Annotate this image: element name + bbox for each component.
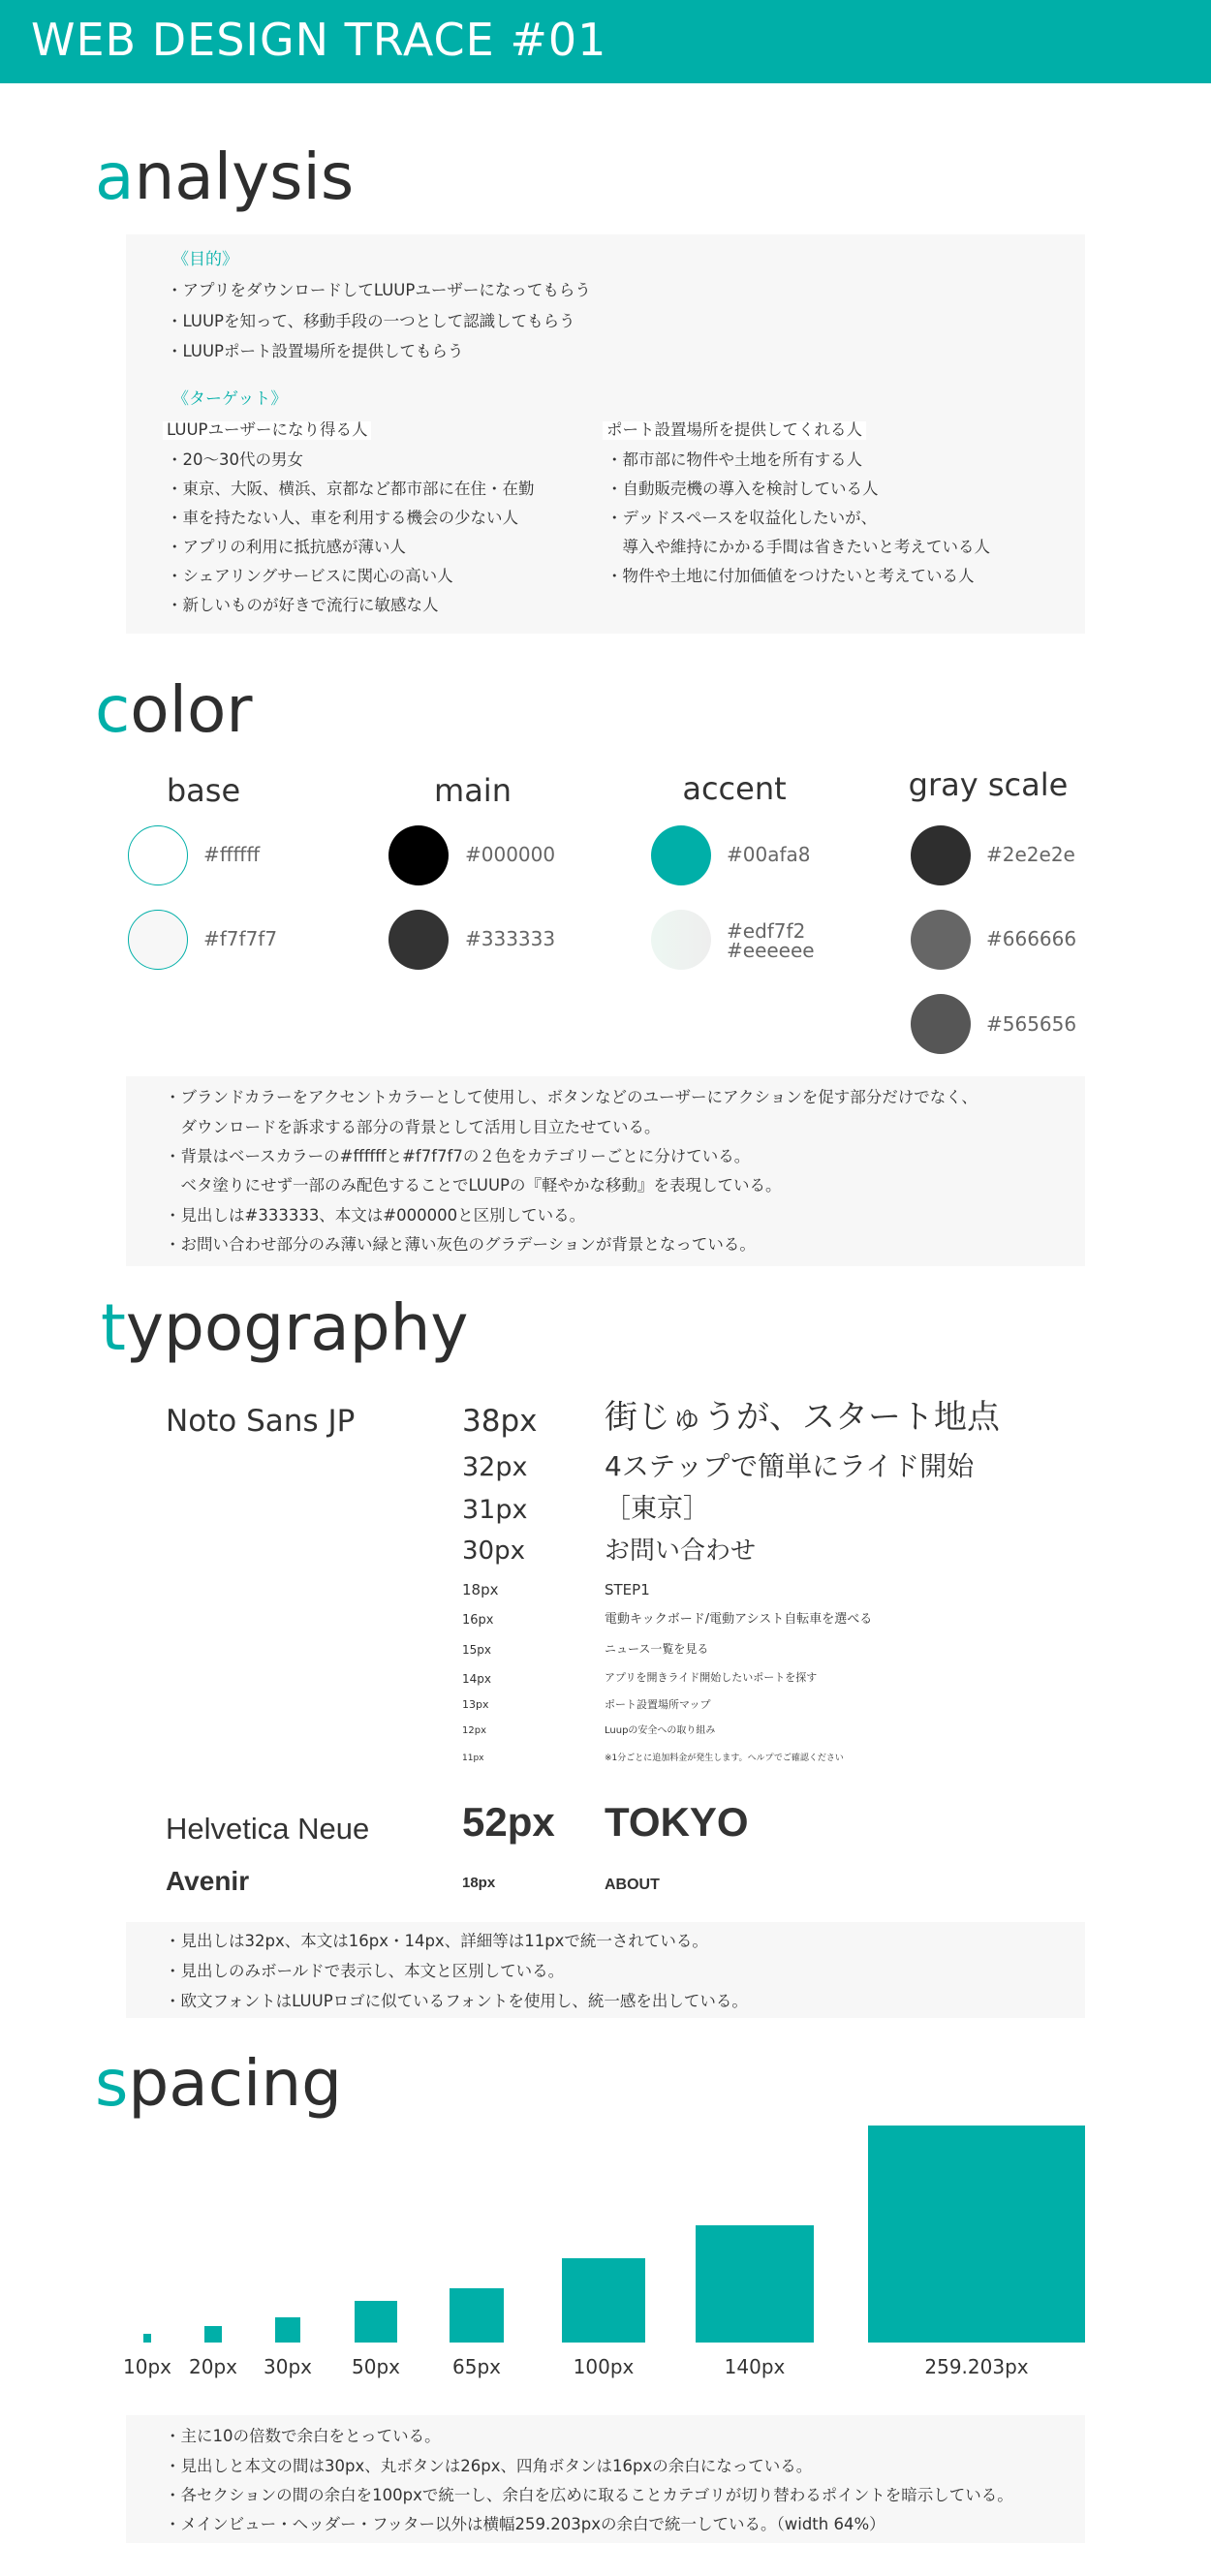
spacing-bar-label: 140px [724,2355,786,2378]
type-size: 11px [462,1754,484,1763]
target-right-item: ・都市部に物件や土地を所有する人 [606,450,862,469]
spacing-bar-label: 65px [452,2355,501,2378]
target-left-item: ・シェアリングサービスに関心の高い人 [167,567,453,585]
color-swatch-label: #edf7f2 [727,919,806,943]
purpose-item: ・アプリをダウンロードしてLUUPユーザーになってもらう [167,281,591,299]
type-sample: お問い合わせ [605,1536,757,1566]
spacing-note: ・見出しと本文の間は30px、丸ボタンは26px、四角ボタンは16pxの余白になっている。 [165,2457,813,2475]
target-left-item: ・新しいものが好きで流行に敏感な人 [167,596,439,614]
spacing-bar-label: 259.203px [924,2355,1029,2378]
spacing-bar [143,2334,152,2343]
color-swatch-000000 [388,825,449,885]
spacing-bar [204,2326,221,2343]
target-left-item: ・車を持たない人、車を利用する機会の少ない人 [167,509,518,527]
type-size: 31px [462,1495,528,1525]
type-size: 18px [462,1581,499,1598]
color-swatch-label: #666666 [986,927,1077,950]
color-note: ・見出しは#333333、本文は#000000と区別している。 [165,1206,586,1225]
typography-note: ・見出しは32px、本文は16px・14px、詳細等は11pxで統一されている。 [165,1932,708,1950]
type-sample: Luupの安全への取り組み [605,1725,716,1736]
typography-note: ・欧文フォントはLUUPロゴに似ているフォントを使用し、統一感を出している。 [165,1992,748,2010]
target-right-item: ・自動販売機の導入を検討している人 [606,480,879,498]
target-right-item: ・デッドスペースを収益化したいが、 [606,509,878,527]
color-swatch-f7f7f7 [128,910,188,970]
type-size: 38px [462,1404,538,1439]
color-note: ・ブランドカラーをアクセントカラーとして使用し、ボタンなどのユーザーにアクションを促す部分だけでなく、 [165,1088,978,1106]
target-right-title: ポート設置場所を提供してくれる人 [603,421,866,440]
type-size: 52px [462,1799,555,1845]
color-group-title: gray scale [908,766,1069,803]
color-swatch-label: #2e2e2e [986,843,1075,866]
font-name-helvetica: Helvetica Neue [166,1812,370,1846]
target-right-item: 導入や維持にかかる手間は省きたいと考えている人 [606,538,990,556]
color-swatch-label: #565656 [986,1012,1077,1036]
color-swatch-label: #00afa8 [727,843,811,866]
color-note: ベタ塗りにせず一部のみ配色することでLUUPの『軽やかな移動』を表現している。 [165,1176,782,1195]
spacing-note: ・メインビュー・ヘッダー・フッター以外は横幅259.203pxの余白で統一している。（width 64%） [165,2515,885,2533]
color-swatch-666666 [911,910,971,970]
type-sample: 電動キックボード/電動アシスト自転車を選べる [605,1612,873,1627]
section-title-analysis: analysis [95,140,355,214]
typography-note: ・見出しのみボールドで表示し、本文と区別している。 [165,1962,565,1980]
color-swatch-gradient [651,910,711,970]
color-swatch-label: #000000 [465,843,556,866]
purpose-item: ・LUUPを知って、移動手段の一つとして認識してもらう [167,312,575,330]
section-title-spacing: spacing [95,2046,343,2121]
color-notes-box [126,1076,1085,1266]
type-size: 30px [462,1536,525,1566]
section-title-color: color [95,672,253,747]
type-sample: アプリを開きライド開始したいポートを探す [605,1671,818,1684]
color-note: ダウンロードを訴求する部分の背景として活用し目立たせている。 [165,1118,661,1136]
color-group-title: accent [682,770,787,807]
color-swatch-00afa8 [651,825,711,885]
analysis-box [126,234,1085,634]
color-note: ・背景はベースカラーの#ffffffと#f7f7f7の２色をカテゴリーごとに分けている。 [165,1147,751,1165]
color-swatch-333333 [388,910,449,970]
spacing-bar-label: 20px [189,2355,237,2378]
type-size: 18px [462,1875,496,1891]
color-swatch-label: #ffffff [203,843,261,866]
color-swatch-label: #333333 [465,927,556,950]
spacing-bar [562,2258,646,2343]
type-size: 16px [462,1613,494,1628]
type-sample: 街じゅうが、スタート地点 [605,1398,1000,1437]
type-size: 14px [462,1672,491,1686]
color-swatch-565656 [911,994,971,1054]
type-size: 32px [462,1452,528,1482]
target-heading: 《ターゲット》 [172,389,288,409]
color-note: ・お問い合わせ部分のみ薄い緑と薄い灰色のグラデーションが背景となっている。 [165,1235,756,1254]
target-left-item: ・東京、大阪、横浜、京都など都市部に在住・在勤 [167,480,535,498]
type-sample: ポート設置場所マップ [605,1698,711,1711]
color-group-title: base [166,772,241,809]
type-size: 15px [462,1643,491,1657]
spacing-bar [355,2301,396,2343]
color-swatch-ffffff [128,825,188,885]
spacing-bar-label: 10px [123,2355,171,2378]
spacing-bar [450,2288,504,2343]
color-swatch-2e2e2e [911,825,971,885]
purpose-item: ・LUUPポート設置場所を提供してもらう [167,342,464,360]
spacing-notes-box [126,2415,1085,2543]
target-right-item: ・物件や土地に付加価値をつけたいと考えている人 [606,567,975,585]
type-size: 13px [462,1698,489,1711]
header-title: WEB DESIGN TRACE #01 [31,14,607,66]
typography-notes-box [126,1922,1085,2018]
spacing-bar [696,2225,813,2343]
spacing-note: ・各セクションの間の余白を100pxで統一し、余白を広めに取ることカテゴリが切り替わるポイントを暗示している。 [165,2486,1013,2504]
header-bar [0,0,1211,83]
spacing-bar [868,2126,1085,2343]
type-sample: STEP1 [605,1581,650,1598]
spacing-bar-label: 30px [264,2355,312,2378]
color-swatch-label: #eeeeee [727,939,815,962]
type-sample: TOKYO [605,1799,749,1845]
spacing-note: ・主に10の倍数で余白をとっている。 [165,2427,441,2445]
type-sample: 4ステップで簡単にライド開始 [605,1450,975,1482]
font-name-avenir: Avenir [166,1866,250,1896]
spacing-bar [275,2317,300,2343]
type-sample: ［東京］ [605,1494,709,1524]
type-size: 12px [462,1725,486,1736]
type-sample: ABOUT [605,1877,660,1893]
font-name-noto: Noto Sans JP [166,1404,356,1439]
section-title-typography: typography [101,1290,469,1365]
color-group-title: main [434,772,512,809]
target-left-title: LUUPユーザーになり得る人 [163,421,371,440]
spacing-bar-label: 100px [573,2355,635,2378]
type-sample: ※1分ごとに追加料金が発生します。ヘルプでご確認ください [605,1754,844,1763]
type-sample: ニュース一覧を見る [605,1642,709,1656]
target-left-item: ・アプリの利用に抵抗感が薄い人 [167,538,406,556]
color-swatch-label: #f7f7f7 [203,927,278,950]
spacing-bar-label: 50px [352,2355,400,2378]
purpose-heading: 《目的》 [172,250,238,269]
target-left-item: ・20～30代の男女 [167,450,303,469]
